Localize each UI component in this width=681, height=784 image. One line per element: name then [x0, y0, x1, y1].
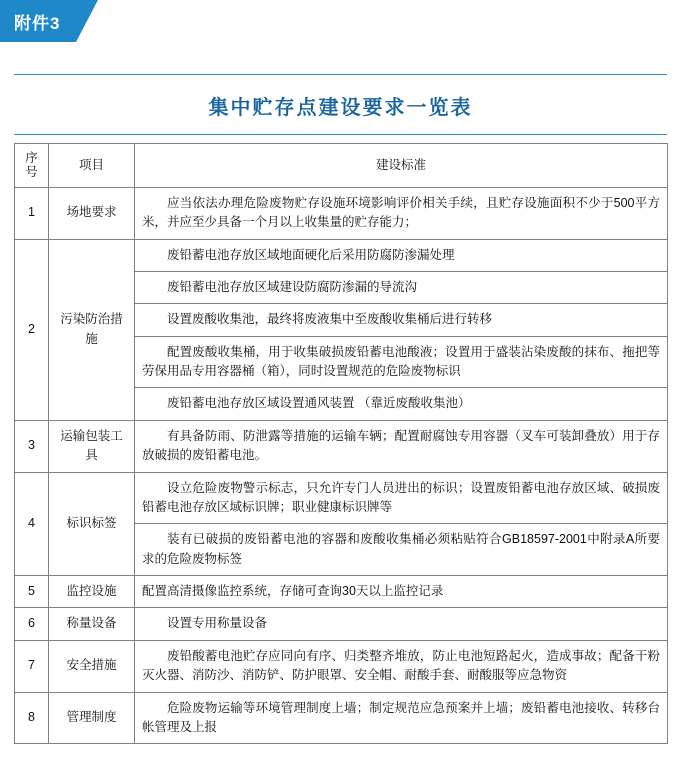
row-standard: 设置废酸收集池，最终将废液集中至废酸收集桶后进行转移 [135, 304, 668, 336]
row-item: 污染防治措施 [49, 239, 135, 420]
row-standard: 设立危险废物警示标志，只允许专门人员进出的标识；设置废铅蓄电池存放区域、破损废铅蓄电池存放区域标识牌；职业健康标识牌等 [135, 472, 668, 524]
table-row [15, 472, 668, 524]
header-no [15, 144, 49, 188]
row-standard: 有具备防雨、防泄露等措施的运输车辆；配置耐腐蚀专用容器（叉车可装卸叠放）用于存放破损的废铅蓄电池。 [135, 420, 668, 472]
attachment-badge [0, 0, 98, 42]
row-standard: 设置专用称量设备 [135, 608, 668, 640]
row-item: 安全措施 [49, 640, 135, 692]
row-item: 称量设备 [49, 608, 135, 640]
table-row [15, 692, 668, 744]
table-row [15, 608, 668, 640]
row-no: 5 [15, 576, 49, 608]
row-standard: 装有已破损的废铅蓄电池的容器和废酸收集桶必须粘贴符合GB18597-2001中附录A所要求的危险废物标签 [135, 524, 668, 576]
row-standard: 配置废酸收集桶，用于收集破损废铅蓄电池酸液；设置用于盛装沾染废酸的抹布、拖把等劳保用品专用容器桶（箱），同时设置规范的危险废物标识 [135, 336, 668, 388]
table-header-row [15, 144, 668, 188]
row-no: 6 [15, 608, 49, 640]
row-no: 8 [15, 692, 49, 744]
page-title: 集中贮存点建设要求一览表 [208, 97, 473, 119]
row-standard: 废铅酸蓄电池贮存应同向有序、归类整齐堆放，防止电池短路起火，造成事故；配备干粉灭火器、消防沙、消防铲、防护眼罩、安全帽、耐酸手套、耐酸服等应急物资 [135, 640, 668, 692]
header-no-line2: 号 [25, 165, 38, 180]
row-standard: 废铅蓄电池存放区域建设防腐防渗漏的导流沟 [135, 271, 668, 303]
row-item: 场地要求 [49, 187, 135, 239]
row-no: 7 [15, 640, 49, 692]
table-row [15, 640, 668, 692]
row-standard: 废铅蓄电池存放区域设置通风装置 （靠近废酸收集池） [135, 388, 668, 420]
header-standard: 建设标准 [135, 144, 668, 188]
row-no: 1 [15, 187, 49, 239]
title-block [14, 74, 667, 135]
requirements-table-wrapper [14, 143, 667, 744]
row-standard: 废铅蓄电池存放区域地面硬化后采用防腐防渗漏处理 [135, 239, 668, 271]
row-no: 4 [15, 472, 49, 576]
table-row [15, 420, 668, 472]
row-item: 运输包装工具 [49, 420, 135, 472]
title-rule-bottom [14, 134, 667, 135]
row-standard: 应当依法办理危险废物贮存设施环境影响评价相关手续，且贮存设施面积不少于500平方米，并应至少具备一个月以上收集量的贮存能力； [135, 187, 668, 239]
table-row [15, 576, 668, 608]
row-standard: 配置高清摄像监控系统，存储可查询30天以上监控记录 [135, 576, 668, 608]
row-no: 2 [15, 239, 49, 420]
row-item: 管理制度 [49, 692, 135, 744]
requirements-table [14, 143, 668, 744]
header-item: 项目 [49, 144, 135, 188]
attachment-badge-tail [76, 0, 98, 42]
row-no: 3 [15, 420, 49, 472]
table-row [15, 187, 668, 239]
header-no-line1: 序 [25, 151, 38, 165]
row-item: 监控设施 [49, 576, 135, 608]
row-standard: 危险废物运输等环境管理制度上墙；制定规范应急预案并上墙；废铅蓄电池接收、转移台帐管理及上报 [135, 692, 668, 744]
row-item: 标识标签 [49, 472, 135, 576]
table-row [15, 239, 668, 271]
attachment-badge-label: 附件3 [0, 0, 76, 42]
